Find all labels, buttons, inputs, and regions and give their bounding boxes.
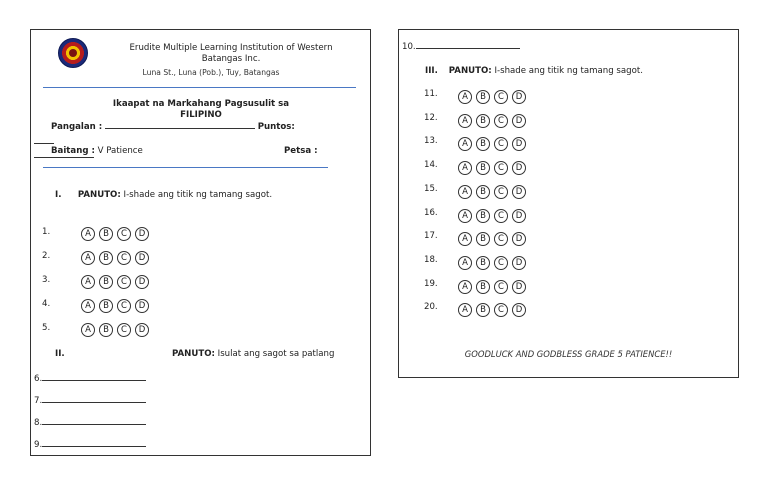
- answer-choices: [81, 299, 149, 313]
- choice-b-bubble[interactable]: B: [476, 161, 490, 175]
- answer-choices: [458, 114, 526, 128]
- answer-choices: [458, 90, 526, 104]
- answer-choices: [458, 185, 526, 199]
- school-address: Luna St., Luna (Pob.), Tuy, Batangas: [142, 68, 280, 77]
- choice-d-bubble[interactable]: D: [135, 227, 149, 241]
- choice-c-bubble[interactable]: C: [117, 299, 131, 313]
- choice-a-bubble[interactable]: A: [81, 275, 95, 289]
- choice-b-bubble[interactable]: B: [476, 114, 490, 128]
- choice-c-bubble[interactable]: C: [494, 232, 508, 246]
- choice-a-bubble[interactable]: A: [81, 227, 95, 241]
- choice-c-bubble[interactable]: C: [117, 251, 131, 265]
- info-divider: [43, 167, 328, 168]
- answer-choices: [458, 303, 526, 317]
- name-underline: [34, 143, 54, 144]
- choice-b-bubble[interactable]: B: [476, 232, 490, 246]
- choice-d-bubble[interactable]: D: [135, 275, 149, 289]
- fill-blank-row: [34, 418, 146, 428]
- grade-label: Baitang :: [51, 146, 95, 156]
- answer-choices: [458, 209, 526, 223]
- choice-a-bubble[interactable]: A: [458, 256, 472, 270]
- choice-b-bubble[interactable]: B: [476, 280, 490, 294]
- blank-10-line[interactable]: [416, 48, 520, 49]
- name-field: [51, 122, 295, 132]
- blank-10-number: 10.: [402, 42, 416, 52]
- choice-d-bubble[interactable]: D: [512, 90, 526, 104]
- choice-a-bubble[interactable]: A: [458, 209, 472, 223]
- answer-choices: [81, 323, 149, 337]
- choice-a-bubble[interactable]: A: [81, 323, 95, 337]
- answer-choices: [458, 256, 526, 270]
- item-number: 13.: [424, 136, 438, 147]
- choice-c-bubble[interactable]: C: [117, 275, 131, 289]
- section-3-instruction: [425, 66, 643, 76]
- answer-choices: [458, 137, 526, 151]
- item-number: 4.: [42, 299, 51, 309]
- choice-c-bubble[interactable]: C: [494, 256, 508, 270]
- item-number: 16.: [424, 207, 438, 218]
- choice-b-bubble[interactable]: B: [476, 185, 490, 199]
- choice-d-bubble[interactable]: D: [512, 161, 526, 175]
- grade-underline: [34, 157, 94, 158]
- choice-b-bubble[interactable]: B: [476, 137, 490, 151]
- choice-c-bubble[interactable]: C: [494, 114, 508, 128]
- section-2-label: PANUTO:: [172, 349, 215, 359]
- section-2-numeral-wrap: [55, 349, 65, 359]
- section-2-instruction: [172, 349, 334, 359]
- score-label: Puntos:: [257, 122, 295, 132]
- section-3-text: I-shade ang titik ng tamang sagot.: [494, 66, 643, 76]
- choice-a-bubble[interactable]: A: [458, 90, 472, 104]
- fill-blank-row: [34, 396, 146, 406]
- answer-choices: [458, 280, 526, 294]
- fill-blank-line[interactable]: [42, 446, 146, 447]
- item-number: 5.: [42, 323, 51, 333]
- choice-d-bubble[interactable]: D: [512, 280, 526, 294]
- fill-blank-number: 7.: [34, 396, 43, 406]
- school-logo: [58, 38, 88, 68]
- item-number: 3.: [42, 275, 51, 285]
- choice-a-bubble[interactable]: A: [81, 251, 95, 265]
- choice-b-bubble[interactable]: B: [476, 209, 490, 223]
- choice-a-bubble[interactable]: A: [458, 232, 472, 246]
- choice-d-bubble[interactable]: D: [512, 232, 526, 246]
- fill-blank-number: 6.: [34, 374, 43, 384]
- school-name-line1: Erudite Multiple Learning Institution of Western: [129, 43, 333, 53]
- exam-title-line2: FILIPINO: [180, 110, 222, 120]
- choice-d-bubble[interactable]: D: [512, 256, 526, 270]
- item-number: 18.: [424, 254, 438, 265]
- fill-blank-line[interactable]: [42, 380, 146, 381]
- item-number: 1.: [42, 227, 51, 237]
- exam-title-line1: Ikaapat na Markahang Pagsusulit sa: [112, 99, 290, 109]
- choice-d-bubble[interactable]: D: [135, 251, 149, 265]
- answer-choices: [458, 232, 526, 246]
- choice-a-bubble[interactable]: A: [458, 114, 472, 128]
- fill-blank-number: 8.: [34, 418, 43, 428]
- item-number: 17.: [424, 231, 438, 242]
- footer-message: GOODLUCK AND GODBLESS GRADE 5 PATIENCE!!: [464, 349, 673, 359]
- section-2-text: Isulat ang sagot sa patlang: [217, 349, 335, 359]
- answer-choices: [81, 251, 149, 265]
- choice-c-bubble[interactable]: C: [117, 323, 131, 337]
- name-label: Pangalan :: [51, 122, 103, 132]
- choice-b-bubble[interactable]: B: [476, 256, 490, 270]
- choice-c-bubble[interactable]: C: [494, 137, 508, 151]
- choice-c-bubble[interactable]: C: [494, 303, 508, 317]
- choice-d-bubble[interactable]: D: [512, 137, 526, 151]
- item-number: 14.: [424, 160, 438, 171]
- section-1-instruction: [55, 190, 272, 200]
- choice-d-bubble[interactable]: D: [135, 299, 149, 313]
- item-number: 2.: [42, 251, 51, 261]
- item-number: 20.: [424, 302, 438, 313]
- header-divider: [43, 87, 356, 88]
- fill-blank-line[interactable]: [42, 424, 146, 425]
- section-2-numeral: II.: [55, 349, 65, 359]
- choice-c-bubble[interactable]: C: [494, 185, 508, 199]
- name-blank[interactable]: [105, 128, 255, 129]
- answer-choices: [458, 161, 526, 175]
- section-1-numeral: I.: [55, 190, 62, 200]
- exam-page-1: [30, 29, 371, 456]
- choice-b-bubble[interactable]: B: [99, 299, 113, 313]
- item-number: 15.: [424, 183, 438, 194]
- choice-b-bubble[interactable]: B: [476, 90, 490, 104]
- choice-c-bubble[interactable]: C: [494, 209, 508, 223]
- choice-a-bubble[interactable]: A: [458, 303, 472, 317]
- fill-blank-row: [34, 440, 146, 450]
- choice-d-bubble[interactable]: D: [512, 114, 526, 128]
- blank-10: [402, 42, 520, 52]
- section-3-numeral: III.: [425, 66, 438, 76]
- choice-b-bubble[interactable]: B: [99, 323, 113, 337]
- section-3-label: PANUTO:: [448, 66, 492, 76]
- exam-page-2: [398, 29, 739, 378]
- answer-choices: [81, 275, 149, 289]
- choice-a-bubble[interactable]: A: [458, 280, 472, 294]
- choice-c-bubble[interactable]: C: [494, 280, 508, 294]
- choice-d-bubble[interactable]: D: [135, 323, 149, 337]
- grade-value: V Patience: [97, 146, 143, 156]
- choice-d-bubble[interactable]: D: [512, 209, 526, 223]
- choice-a-bubble[interactable]: A: [458, 161, 472, 175]
- date-field: [284, 146, 318, 156]
- answer-choices: [81, 227, 149, 241]
- choice-b-bubble[interactable]: B: [99, 275, 113, 289]
- fill-blank-number: 9.: [34, 440, 43, 450]
- choice-a-bubble[interactable]: A: [81, 299, 95, 313]
- section-1-text: I-shade ang titik ng tamang sagot.: [123, 190, 273, 200]
- choice-d-bubble[interactable]: D: [512, 185, 526, 199]
- item-number: 11.: [424, 89, 438, 99]
- choice-c-bubble[interactable]: C: [117, 227, 131, 241]
- school-name-line2: Batangas Inc.: [201, 54, 261, 64]
- item-number: 12.: [424, 112, 438, 123]
- fill-blank-line[interactable]: [42, 402, 146, 403]
- choice-a-bubble[interactable]: A: [458, 137, 472, 151]
- choice-b-bubble[interactable]: B: [99, 251, 113, 265]
- choice-a-bubble[interactable]: A: [458, 185, 472, 199]
- section-1-label: PANUTO:: [77, 190, 121, 200]
- item-number: 19.: [424, 278, 438, 289]
- fill-blank-row: [34, 374, 146, 384]
- date-label: Petsa :: [284, 146, 318, 156]
- choice-b-bubble[interactable]: B: [99, 227, 113, 241]
- choice-c-bubble[interactable]: C: [494, 161, 508, 175]
- grade-field: [51, 146, 143, 156]
- choice-c-bubble[interactable]: C: [494, 90, 508, 104]
- choice-d-bubble[interactable]: D: [512, 303, 526, 317]
- choice-b-bubble[interactable]: B: [476, 303, 490, 317]
